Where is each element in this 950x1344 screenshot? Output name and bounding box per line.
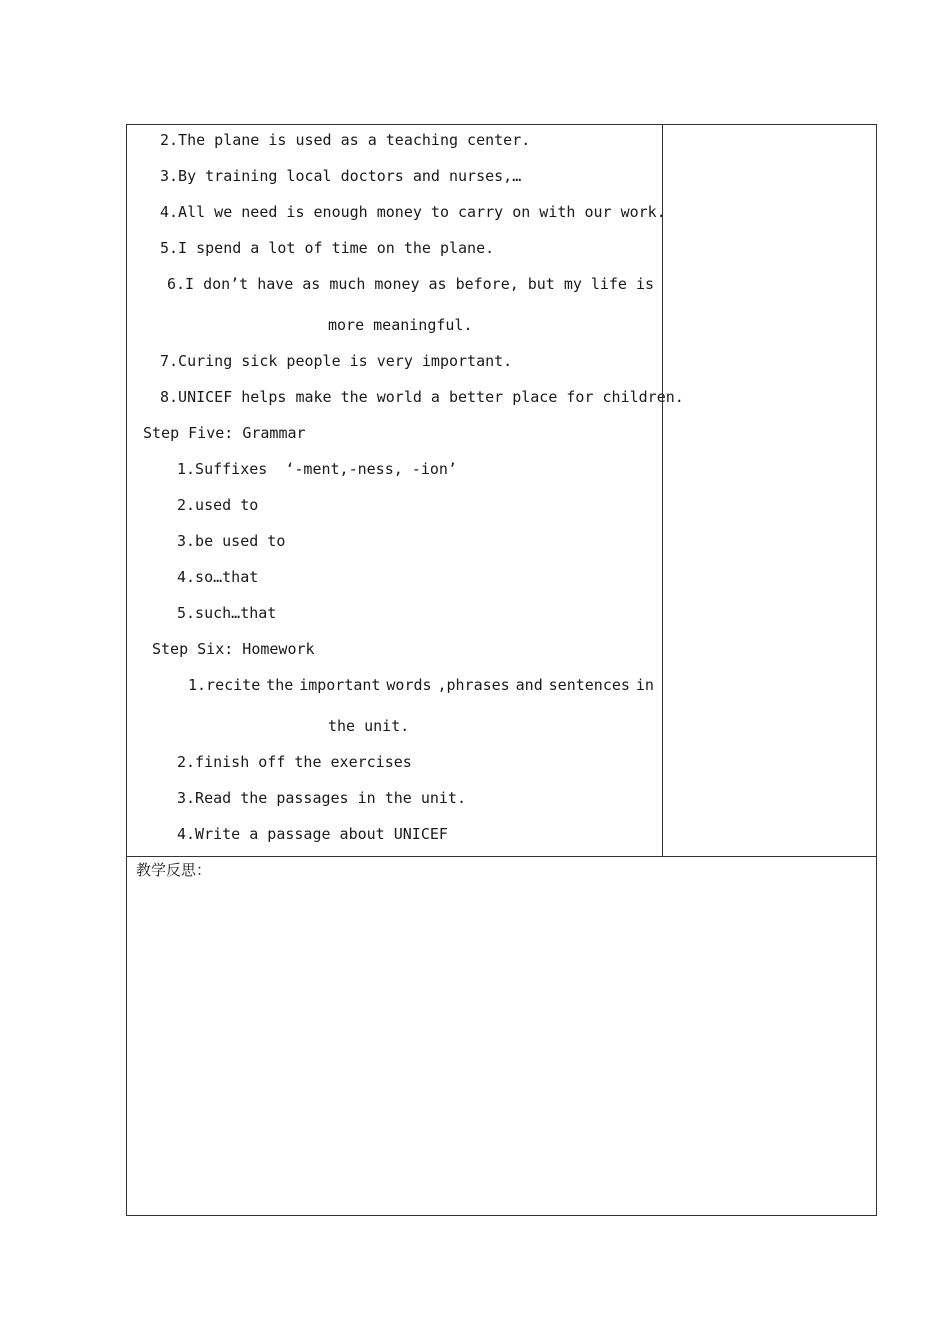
word: as [428, 275, 447, 293]
grammar-item-3: 3.be used to [177, 532, 286, 550]
word: but [527, 275, 555, 293]
homework-item-2: 2.finish off the exercises [177, 753, 412, 771]
word: don’t [203, 275, 249, 293]
word: life [590, 275, 627, 293]
word: important [299, 676, 381, 694]
word: and [515, 676, 543, 694]
word: 1.recite [188, 676, 261, 694]
sentence-8: 8.UNICEF helps make the world a better place for children. [160, 388, 684, 406]
column-divider [662, 125, 663, 856]
word: my [563, 275, 582, 293]
grammar-item-5: 5.such…that [177, 604, 277, 622]
homework-item-1-line-2: the unit. [328, 717, 410, 735]
lesson-table [126, 124, 877, 1216]
homework-item-3: 3.Read the passages in the unit. [177, 789, 466, 807]
word: ,phrases [437, 676, 510, 694]
row-divider [127, 856, 876, 857]
word: 6.I [167, 275, 195, 293]
word: in [635, 676, 654, 694]
homework-item-4: 4.Write a passage about UNICEF [177, 825, 448, 843]
sentence-5: 5.I spend a lot of time on the plane. [160, 239, 495, 257]
word: is [635, 275, 654, 293]
word: money [374, 275, 420, 293]
sentence-6-line-2: more meaningful. [328, 316, 473, 334]
sentence-3: 3.By training local doctors and nurses,… [160, 167, 522, 185]
step-six-heading: Step Six: Homework [152, 640, 315, 658]
sentence-4: 4.All we need is enough money to carry on with our work. [160, 203, 666, 221]
word: the [266, 676, 294, 694]
step-five-heading: Step Five: Grammar [143, 424, 306, 442]
sentence-2: 2.The plane is used as a teaching center. [160, 131, 531, 149]
word: have [257, 275, 294, 293]
homework-item-1-line-1 [188, 676, 654, 694]
word: much [329, 275, 366, 293]
word: sentences [548, 676, 630, 694]
sentence-6-line-1 [167, 275, 654, 293]
word: before, [455, 275, 519, 293]
sentence-7: 7.Curing sick people is very important. [160, 352, 513, 370]
grammar-item-4: 4.so…that [177, 568, 259, 586]
word: as [302, 275, 321, 293]
grammar-item-1: 1.Suffixes ‘-ment,-ness, -ion’ [177, 460, 457, 478]
word: words [386, 676, 432, 694]
grammar-item-2: 2.used to [177, 496, 259, 514]
reflection-label: 教学反思： [136, 861, 212, 879]
